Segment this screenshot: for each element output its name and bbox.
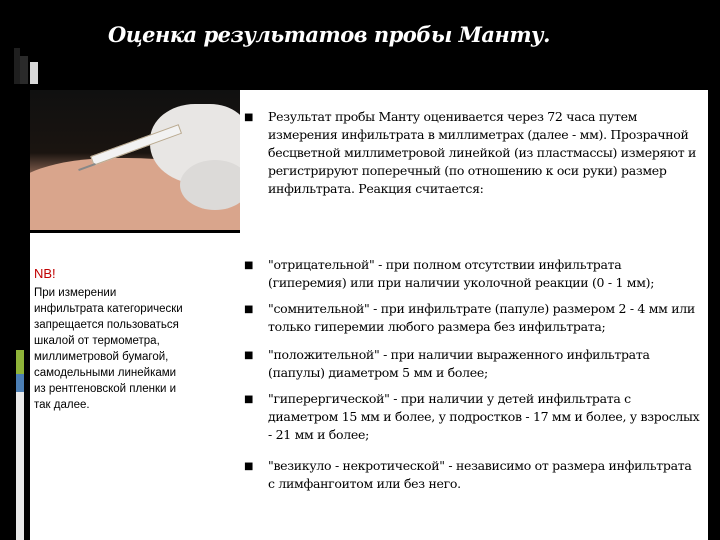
bullet-icon: ■: [244, 394, 254, 405]
bullet-text: "положительной" - при наличии выраженного инфильтрата (папулы) диаметром 5 мм и более;: [268, 347, 650, 380]
bullet-text: Результат пробы Манту оценивается через 72 часа путем измерения инфильтрата в миллиметрах (далее - мм). Прозрачной бесцветной миллиметровой линейкой (из пластмассы) измеряют и регистрируют поперечный (по отношению к оси руки) размер инфильтрата. Реакция считается:: [268, 109, 697, 196]
nb-text: При измерении инфильтрата категорически запрещается пользоваться шкалой от термометра, миллиметровой бумагой, самодельными линейками из рентгеновской пленки и так далее.: [34, 287, 183, 411]
mantoux-injection-photo: [30, 90, 240, 230]
decor-bar: [30, 62, 38, 84]
decor-bar: [20, 56, 28, 84]
nb-heading: NB!: [34, 266, 56, 281]
bullet-text: "отрицательной" - при полном отсутствии инфильтрата (гиперемия) или при наличии уколочной реакции (0 - 1 мм);: [268, 257, 655, 290]
bullet-icon: ■: [244, 112, 254, 123]
decor-strip: [16, 392, 24, 540]
bullet-icon: ■: [244, 304, 254, 315]
bullet-icon: ■: [244, 461, 254, 472]
bullet-icon: ■: [244, 350, 254, 361]
bullet-icon: ■: [244, 260, 254, 271]
bullet-text: "везикуло - некротической" - независимо от размера инфильтрата с лимфангоитом или без него.: [268, 458, 692, 491]
decor-strip: [16, 374, 24, 392]
bullet-text: "сомнительной" - при инфильтрате (папуле) размером 2 - 4 мм или только гиперемии любого размера без инфильтрата;: [268, 301, 695, 334]
slide-title: Оценка результатов пробы Манту.: [108, 22, 550, 47]
bullet-text: "гиперергической" - при наличии у детей инфильтрата с диаметром 15 мм и более, у подростков - 17 мм и более, у взрослых - 21 мм и более;: [268, 391, 700, 442]
decor-strip: [16, 350, 24, 374]
